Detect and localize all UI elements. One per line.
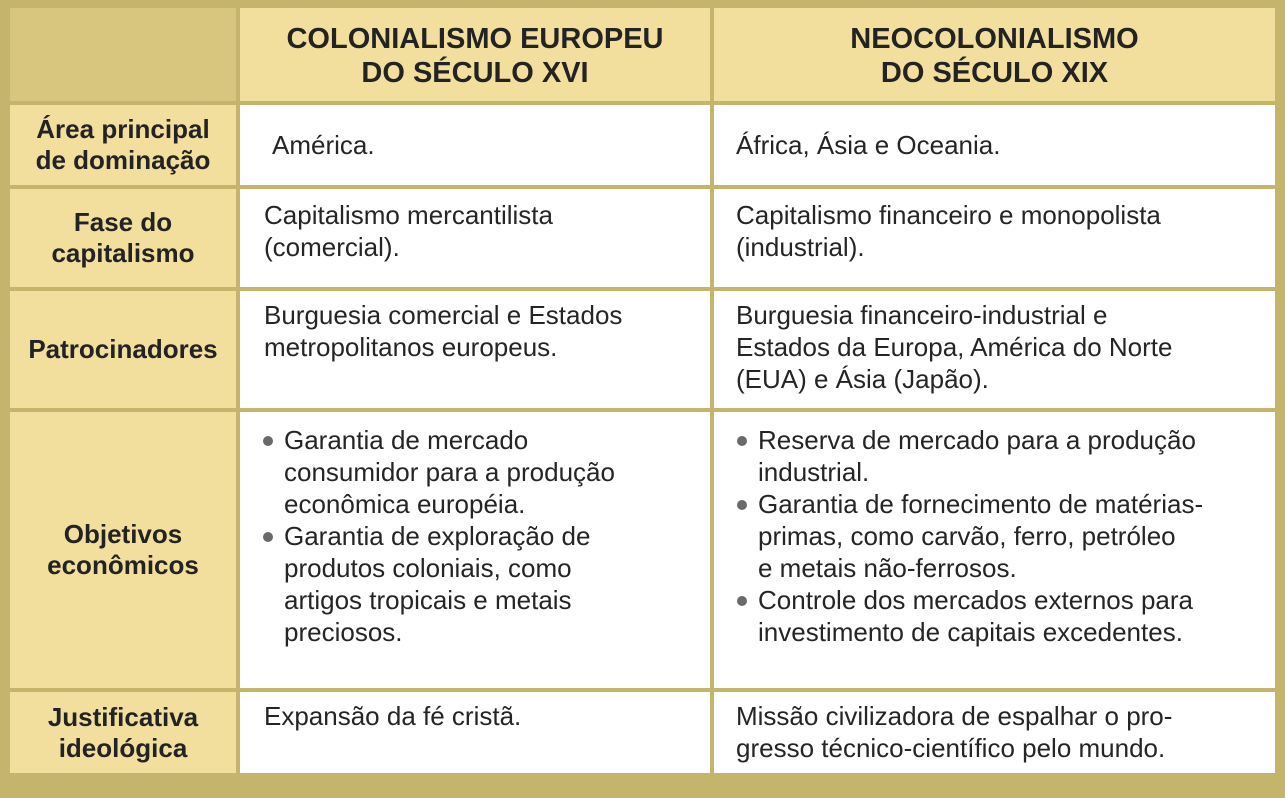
row-header-patrocinadores bbox=[10, 291, 240, 412]
table-cell bbox=[240, 189, 714, 291]
list-item: Garantia de mercado consumidor para a produção econômica européia. bbox=[262, 424, 615, 520]
bullet-list bbox=[262, 424, 615, 648]
table-cell bbox=[714, 291, 1275, 412]
row-header-area bbox=[10, 105, 240, 189]
table-cell bbox=[240, 105, 714, 189]
row-header-text: Área principal de dominação bbox=[35, 114, 211, 175]
cell-text: Burguesia financeiro-industrial e Estados da Europa, América do Norte (EUA) e Ásia (Japão). bbox=[736, 300, 1173, 394]
row-header-text: Objetivos econômicos bbox=[47, 519, 199, 580]
comparison-table bbox=[10, 8, 1275, 773]
list-item: Reserva de mercado para a produção industrial. bbox=[736, 424, 1203, 488]
cell-text: Capitalismo mercantilista (comercial). bbox=[264, 200, 553, 262]
row-header-fase bbox=[10, 189, 240, 291]
cell-text: América. bbox=[272, 130, 375, 160]
row-header-text: Patrocinadores bbox=[28, 334, 218, 364]
row-header-text: Justificativa ideológica bbox=[47, 701, 199, 763]
column-header-text: COLONIALISMO EUROPEU DO SÉCULO XVI bbox=[286, 22, 664, 89]
cell-text: Missão civilizadora de espalhar o pro- gresso técnico-científico pelo mundo. bbox=[736, 701, 1173, 763]
column-header-neocolonialismo bbox=[714, 8, 1275, 105]
row-header-objetivos bbox=[10, 412, 240, 692]
corner-cell bbox=[10, 8, 240, 105]
list-item: Garantia de exploração de produtos coloniais, como artigos tropicais e metais preciosos. bbox=[262, 520, 615, 648]
row-header-justificativa bbox=[10, 692, 240, 773]
cell-text: Capitalismo financeiro e monopolista (industrial). bbox=[736, 200, 1161, 262]
cell-text: Expansão da fé cristã. bbox=[264, 701, 522, 731]
column-header-text: NEOCOLONIALISMO DO SÉCULO XIX bbox=[850, 22, 1139, 89]
bullet-list bbox=[736, 424, 1203, 648]
table-cell bbox=[714, 412, 1275, 692]
column-header-colonialismo bbox=[240, 8, 714, 105]
cell-text: África, Ásia e Oceania. bbox=[736, 130, 1001, 160]
list-item: Garantia de fornecimento de matérias- primas, como carvão, ferro, petróleo e metais não-ferrosos. bbox=[736, 488, 1203, 584]
table-cell bbox=[714, 692, 1275, 773]
row-header-text: Fase do capitalismo bbox=[51, 207, 195, 268]
table-cell bbox=[240, 412, 714, 692]
cell-text: Burguesia comercial e Estados metropolitanos europeus. bbox=[264, 300, 623, 362]
table-cell bbox=[714, 189, 1275, 291]
table-cell bbox=[240, 692, 714, 773]
list-item: Controle dos mercados externos para investimento de capitais excedentes. bbox=[736, 584, 1203, 648]
table-cell bbox=[714, 105, 1275, 189]
table-cell bbox=[240, 291, 714, 412]
